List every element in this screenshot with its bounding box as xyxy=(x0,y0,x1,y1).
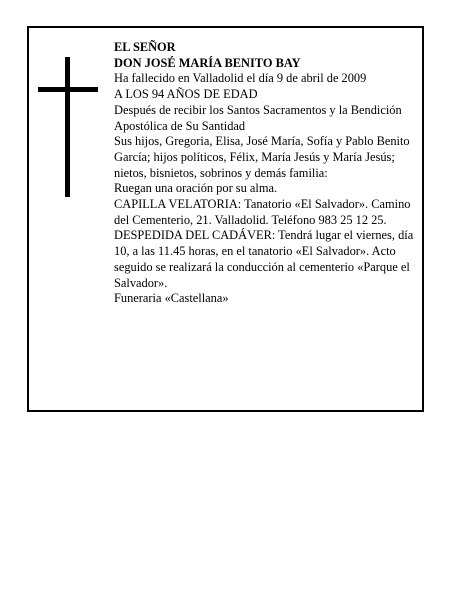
sacraments-paragraph: Después de recibir los Santos Sacramentos y la Bendición Apostólica de Su Santidad xyxy=(114,102,402,133)
age-statement: A LOS 94 AÑOS DE EDAD xyxy=(114,87,258,102)
cross-icon xyxy=(38,57,98,197)
chapel-paragraph: CAPILLA VELATORIA: Tanatorio «El Salvador». Camino del Cementerio, 21. Valladolid. Teléfono 983 25 12 25. xyxy=(114,197,411,227)
death-statement: Ha fallecido en Valladolid el día 9 de abril de 2009 xyxy=(114,71,367,86)
cross-horizontal-bar xyxy=(38,87,98,92)
notice-text xyxy=(114,40,414,307)
funeral-home-line: Funeraria «Castellana» xyxy=(114,291,229,306)
prayer-line: Ruegan una oración por su alma. xyxy=(114,181,278,196)
title-line: EL SEÑOR xyxy=(114,40,176,54)
deceased-name: DON JOSÉ MARÍA BENITO BAY xyxy=(114,55,301,70)
cross-vertical-bar xyxy=(65,57,70,197)
family-paragraph: Sus hijos, Gregoria, Elisa, José María, Sofía y Pablo Benito García; hijos políticos, Félix, María Jesús y María Jesús; nietos, bisnietos, sobrinos y demás familia: xyxy=(114,134,410,180)
funeral-paragraph: DESPEDIDA DEL CADÁVER: Tendrá lugar el viernes, día 10, a las 11.45 horas, en el tanatorio «El Salvador». Acto seguido se realizará la conducción al cementerio «Parque el Salvador». xyxy=(114,228,414,290)
